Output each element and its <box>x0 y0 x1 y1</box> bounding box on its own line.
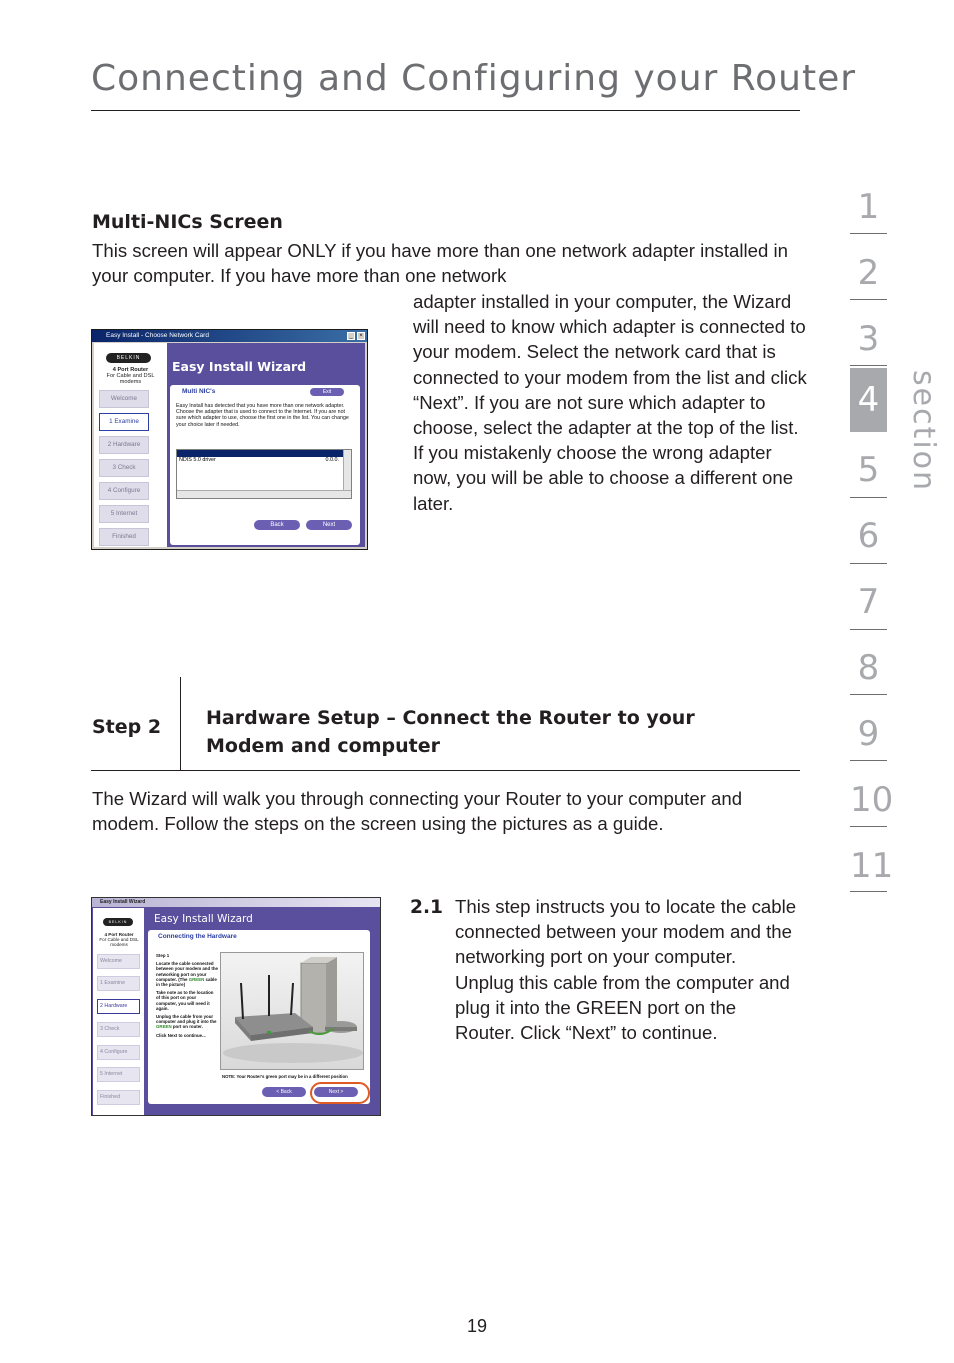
section-number: 5 <box>857 450 880 490</box>
minimize-icon: _ <box>347 332 355 340</box>
paragraph: This step instructs you to locate the cable connected between your modem and the networking port on your computer. Unplug this cable from the computer and plug it into the GREEN port on the Router. Click “Next” to continue. <box>455 896 797 1044</box>
nav-item: Welcome <box>97 954 140 969</box>
nav-item: Finished <box>99 528 149 546</box>
paragraph: adapter installed in your computer, the Wizard will need to know which adapter is connected to your modem. Select the network card that is connected to your modem from the list and click “Next”. If you are not sure which adapter to choose, select the adapter at the top of the list. If you mistakenly choose the wrong adapter now, you will be able to choose a different one later. <box>413 291 807 514</box>
window-titlebar: Easy Install Wizard <box>92 898 380 907</box>
window-titlebar: Easy Install - Choose Network Card <box>92 330 367 342</box>
multi-nics-screenshot <box>91 329 368 550</box>
horizontal-scrollbar <box>177 490 351 498</box>
wizard-sidebar <box>93 908 144 1115</box>
nav-item: 1 Examine <box>99 413 149 431</box>
adapter-list <box>176 449 352 499</box>
section-number: 1 <box>857 187 880 227</box>
step-number: 2.1 <box>410 897 443 918</box>
wizard-panel <box>170 385 360 545</box>
nav-item: Finished <box>97 1090 140 1105</box>
nav-item: 5 Internet <box>97 1067 140 1082</box>
section-rule <box>850 694 887 695</box>
step-label: Step 2 <box>92 716 162 738</box>
paragraph: The Wizard will walk you through connecting your Router to your computer and modem. Follow the steps on the screen using the pictures as a guide. <box>92 788 743 835</box>
section-number: 8 <box>857 648 880 688</box>
section-rule <box>850 563 887 564</box>
section-number: 2 <box>857 253 880 293</box>
section-number: 11 <box>850 846 894 886</box>
section-label: section <box>906 370 941 493</box>
next-button: Next <box>306 520 352 530</box>
list-item-selected <box>177 450 351 457</box>
back-button: < Back <box>262 1087 306 1097</box>
list-item: NDIS 5.0 driver 0.0.0. <box>179 457 339 463</box>
nav-item: 4 Configure <box>99 482 149 500</box>
note: NOTE: Your Router's green port may be in a different position <box>222 1074 348 1079</box>
router-modem-illustration <box>221 953 364 1070</box>
section-number: 9 <box>857 714 880 754</box>
back-button: Back <box>254 520 300 530</box>
panel-subheading: Connecting the Hardware <box>158 933 237 940</box>
section-number: 10 <box>850 780 894 820</box>
hardware-screenshot <box>91 897 381 1116</box>
description: Easy Install has detected that you have more than one network adapter. Choose the adapter that is used to connect to the Internet. If you are not sure which adapter to use, choose the first one in the list. You can change your choice later if needed. <box>176 403 349 428</box>
wizard-body <box>94 343 365 547</box>
section-number-active: 4 <box>850 368 887 432</box>
instructions: Step 1 Locate the cable connected between your modem and the networking port on your computer. (The GREEN cable in the picture) Take note as to the location of this port on your computer, you will need it again. Unplug the cable from your computer and plug it into the GREEN port on router. Click Next to continue... <box>156 953 218 1038</box>
title-rule <box>91 110 800 111</box>
section-rule <box>850 497 887 498</box>
nav-item: Welcome <box>99 390 149 408</box>
nav-item: 2 Hardware <box>97 999 140 1014</box>
section-number: 7 <box>857 582 880 622</box>
section-number: 3 <box>857 319 880 359</box>
section-number: 6 <box>857 516 880 556</box>
wizard-sidebar <box>94 343 167 547</box>
wizard-panel <box>148 930 370 1104</box>
section-rule <box>850 826 887 827</box>
nav-item: 5 Internet <box>99 505 149 523</box>
highlight-ring <box>310 1082 370 1104</box>
nav-item: 4 Configure <box>97 1045 140 1060</box>
nav-item: 1 Examine <box>97 976 140 991</box>
panel-label: Multi NIC's <box>182 388 216 395</box>
step-divider <box>180 677 181 770</box>
nav-item: 2 Hardware <box>99 436 149 454</box>
nav-item: 3 Check <box>99 459 149 477</box>
step-rule <box>91 770 800 771</box>
section-rule <box>850 891 887 892</box>
section-rule <box>850 629 887 630</box>
section-rule <box>850 760 887 761</box>
section-rule <box>850 233 887 234</box>
section-rule <box>850 299 887 300</box>
paragraph: This screen will appear ONLY if you have more than one network adapter installed in your computer. If you have more than one network <box>92 240 788 287</box>
product-name: 4 Port Router For Cable and DSL modems <box>106 367 155 385</box>
next-button: Next > <box>314 1087 358 1097</box>
close-icon: × <box>357 332 365 340</box>
page-title: Connecting and Configuring your Router <box>91 58 857 99</box>
product-name: 4 Port Router For Cable and DSL modems <box>99 932 139 947</box>
logo: BELKIN <box>103 918 133 926</box>
page-number: 19 <box>466 1316 488 1336</box>
section-rule <box>850 365 887 366</box>
wizard-heading: Easy Install Wizard <box>172 359 307 374</box>
step-title: Hardware Setup – Connect the Router to your Modem and computer <box>206 707 695 757</box>
nav-item: 3 Check <box>97 1022 140 1037</box>
logo: BELKIN <box>106 353 151 363</box>
hardware-illustration <box>220 952 364 1070</box>
exit-button: Exit <box>310 388 344 396</box>
wizard-heading: Easy Install Wizard <box>154 913 253 925</box>
section-heading: Multi-NICs Screen <box>92 211 283 233</box>
